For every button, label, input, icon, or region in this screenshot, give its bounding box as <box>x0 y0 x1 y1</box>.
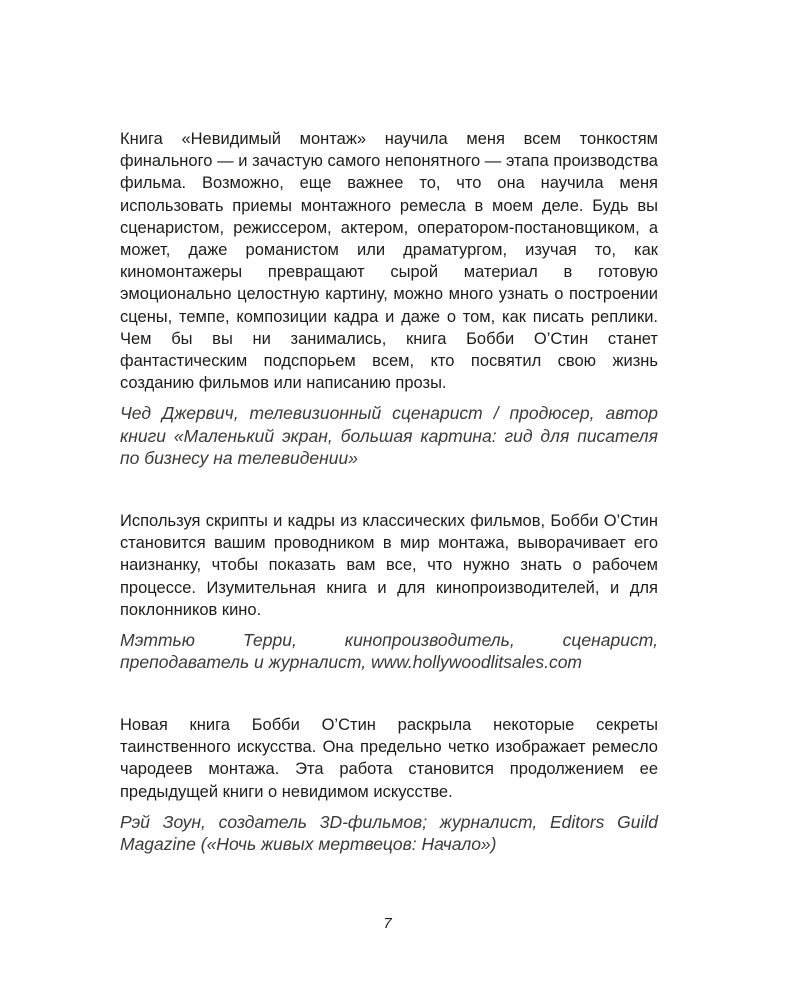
page-content <box>120 128 658 856</box>
endorsement-quote-2 <box>120 510 658 674</box>
quote-text-1: Книга «Невидимый монтаж» научила меня всем тонкостям финального — и зачастую самого непонятного — этапа производства фильма. Возможно, еще важнее то, что она научила меня использовать приемы монтажного ремесла в моем деле. Будь вы сценаристом, режиссером, актером, оператором-постановщиком, а может, даже романистом или драматургом, изучая то, как киномонтажеры превращают сырой материал в готовую эмоционально целостную картину, можно много узнать о построении сцены, темпе, композиции кадра и даже о том, как писать реплики. Чем бы вы ни занимались, книга Бобби О’Стин станет фантастическим подспорьем всем, кто посвятил свою жизнь созданию фильмов или написанию прозы. <box>120 130 658 393</box>
endorsement-quote-1 <box>120 128 658 470</box>
quote-author-3: Рэй Зоун, создатель 3D-фильмов; журналист, Editors Guild Magazine («Ночь живых мертвецов: Начало») <box>120 811 658 855</box>
quote-text-2: Используя скрипты и кадры из классических фильмов, Бобби О’Стин становится вашим проводником в мир монтажа, выворачивает его наизнанку, чтобы показать вам все, что нужно знать о рабочем процессе. Изумительная книга и для кинопроизводителей, и для поклонников кино. <box>120 511 658 619</box>
quote-text-3: Новая книга Бобби О’Стин раскрыла некоторые секреты таинственного искусства. Она предельно четко изображает ремесло чародеев монтажа. Эта работа становится продолжением ее предыдущей книги о невидимом искусстве. <box>120 715 658 801</box>
quote-author-2: Мэттью Терри, кинопроизводитель, сценарист, преподаватель и журналист, www.hollywoodlitsales.com <box>120 629 658 673</box>
page-number: 7 <box>383 915 392 932</box>
endorsement-quote-3 <box>120 714 658 856</box>
quote-author-1: Чед Джервич, телевизионный сценарист / продюсер, автор книги «Маленький экран, большая картина: гид для писателя по бизнесу на телевидении» <box>120 403 658 469</box>
